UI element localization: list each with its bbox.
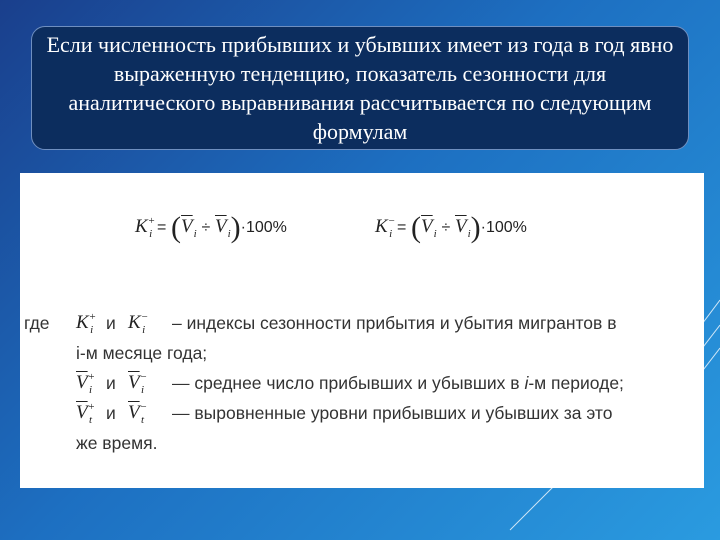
legend-line-3b: же время. [76, 433, 158, 453]
formula-image [20, 173, 704, 488]
legend-line-3: — выровненные уровни прибывших и убывших за это [172, 403, 613, 423]
formula-departure: $K^-_i = (\overline{V}_i \div \overline{V}_i)\cdot 100\%$ [375, 211, 527, 244]
legend-row-3b [20, 428, 704, 458]
k-plus-symbol: $K^+_i$ [76, 311, 97, 336]
and-label: и [106, 403, 116, 423]
v-plus-hat-symbol: $\overline{V}^+_t$ [76, 401, 96, 426]
slide-title: Если численность прибывших и убывших имеет из года в год явно выраженную тенденцию, показатель сезонности для аналитического выравнивания рассчитывается по следующим формулам [31, 26, 689, 150]
legend-line-2: — среднее число прибывших и убывших в i-м периоде; [172, 373, 624, 393]
legend-row-1 [20, 308, 704, 338]
and-label: и [106, 313, 116, 333]
legend-row-2 [20, 368, 704, 398]
legend-line-1b: i-м месяце года; [76, 343, 208, 363]
where-label: где [24, 313, 50, 333]
legend-text [20, 308, 704, 458]
legend-row-3 [20, 398, 704, 428]
legend-row-1b [20, 338, 704, 368]
v-plus-bar-symbol: $\overline{V}^+_i$ [76, 371, 96, 396]
and-label: и [106, 373, 116, 393]
legend-line-1: – индексы сезонности прибытия и убытия мигрантов в [172, 313, 617, 333]
formula-arrival: $K^+_i = (\overline{V}_i \div \overline{V}_i)\cdot 100\%$ [135, 211, 287, 244]
v-minus-bar-symbol: $\overline{V}^-_i$ [128, 371, 148, 396]
k-minus-symbol: $K^-_i$ [128, 311, 149, 336]
v-minus-hat-symbol: $\overline{V}^-_t$ [128, 401, 148, 426]
